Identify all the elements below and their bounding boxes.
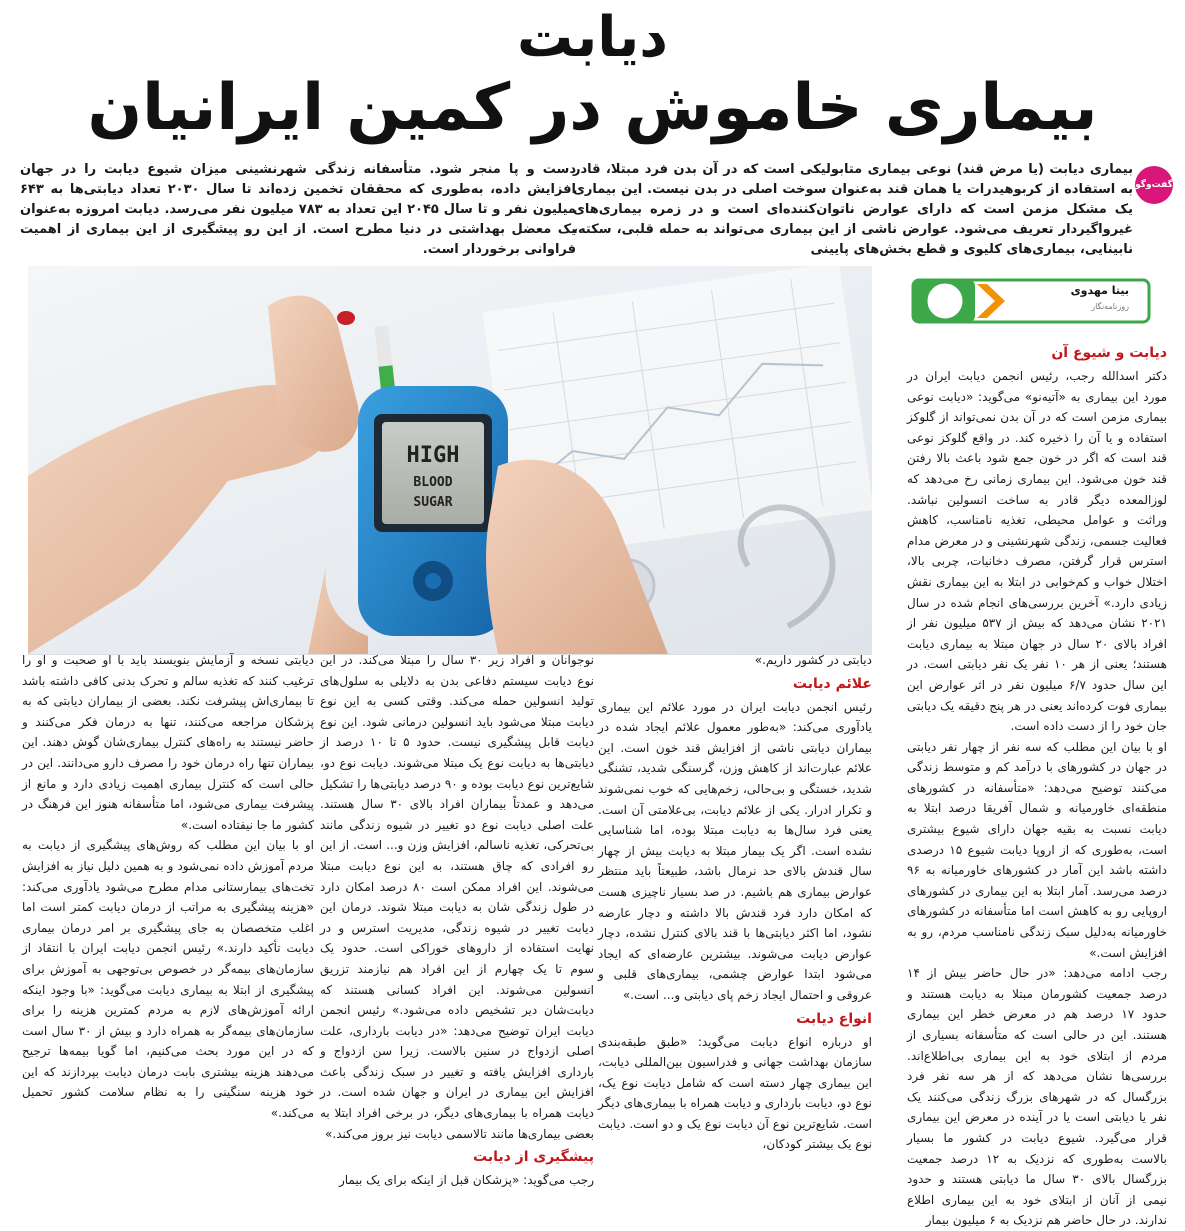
paragraph: رجب ادامه می‌دهد: «در حال حاضر بیش از ۱۴ درصد جمعیت کشورمان مبتلا به دیابت هستند و حدود ۱۷ درصد هم در معرض خطر این بیماری هستند. این در حالی است که متأسفانه بسیاری از مردم از ابتلای خود به این بیماری بی‌اطلاع‌اند. بررسی‌ها نشان می‌دهد که از هر سه نفر فرد بزرگسال که در شهرهای بزرگ زندگی می‌کنند یک نفر یا دیابتی است یا در آینده در معرض این بیماری قرار می‌گیرد. شیوع دیابت در کشور ما بسیار بالاست به‌طوری که نزدیک به ۱۲ درصد جمعیت بزرگسال بالای ۳۰ سال ما دیابتی هستند و حدود نیمی از آنان از ابتلای خود به این بیماری اطلاع ندارند. در حال حاضر هم نزدیک به ۶ میلیون بیمار — [907, 966, 1167, 1228]
paragraph: نوجوانان و افراد زیر ۳۰ سال را مبتلا می‌کند. در این نوع دیابت سیستم دفاعی بدن به دلایلی به سلول‌های تولید انسولین حمله می‌کند. وقتی کسی به این نوع دیابت مبتلا می‌شود باید انسولین درمانی شود. این نوع دیابت قابل پیشگیری نیست. حدود ۵ تا ۱۰ درصد از دیابتی‌ها به دیابت نوع یک مبتلا می‌شوند. دیابت نوع دو، شایع‌ترین نوع دیابت بوده و ۹۰ درصد دیابتی‌ها را تشکیل می‌دهد و عمدتاً بیماران افراد بالای ۳۰ سال هستند. علت اصلی دیابت نوع دو تغییر در شیوه زندگی مانند بی‌تحرکی، تغذیه ناسالم، افزایش وزن و... است. از این رو افرادی که چاق هستند، به این نوع دیابت مبتلا می‌شوند. این افراد ممکن است ۸۰ درصد امکان دارد در طول زندگی شان به دیابت مبتلا شوند. درمان این دیابت تغییر در شیوه زندگی، مدیریت استرس و در نهایت استفاده از داروهای خوراکی است. حدود یک سوم تا یک چهارم از این افراد هم نیازمند تزریق انسولین می‌شوند. این افراد کسانی هستند که دیابت‌شان دیر تشخیص داده می‌شود.» رئیس انجمن دیابت ایران توضیح می‌دهد: «در دیابت بارداری، علت اصلی ازدواج در سنین بالاست. زیرا سن ازدواج و بارداری افزایش یافته و تغییر در سبک زندگی باعث افزایش این بیماری در ایران و جهان شده است. در دیابت همراه با بیماری‌های دیگر، در برخی افراد ابتلا به بعضی بیماری‌ها مانند تالاسمی دیابت نیز بروز می‌کند.» — [320, 653, 594, 1141]
meter-screen-line3: SUGAR — [413, 495, 453, 510]
column-4 — [22, 650, 314, 1124]
column-2 — [598, 650, 872, 1155]
paragraph: دیابتی نسخه و آزمایش بنویسند باید با او صحبت و او را ترغیب کنند که تغذیه سالم و تحرک بدنی کافی داشته باشد تا بیماری‌اش پیشرفت نکند. بعضی از بیماران دیابتی که به پزشکان مراجعه می‌کنند، تنها به درمان فکر می‌کنند و حاضر نیستند به راه‌های کنترل بیماری‌شان گوش دهند. این بیماران تنها راه درمان خود را مصرف دارو می‌دانند. این در حالی است که کنترل بیماری اهمیت زیادی دارد و مانع از پیشرفت بیماری می‌شود، اما متأسفانه هنوز این فرهنگ در کشور ما جا نیفتاده است.» — [22, 653, 314, 832]
photo-illustration — [28, 266, 872, 654]
section-heading-prevalence: دیابت و شیوع آن — [1051, 345, 1167, 361]
paragraph: او درباره انواع دیابت می‌گوید: «طبق طبقه‌بندی سازمان بهداشت جهانی و فدراسیون بین‌المللی دیابت، این بیماری چهار دسته است که شامل دیابت نوع یک، نوع دو، دیابت بارداری و دیابت همراه با بیماری‌های دیگر است. شایع‌ترین نوع آن دیابت نوع یک و دو است. دیابت نوع یک بیشتر کودکان، — [598, 1034, 872, 1152]
interview-badge: گفت‌وگو — [1135, 166, 1173, 204]
glucose-meter-photo — [28, 266, 872, 655]
author-name: بیتا مهدوی — [1070, 284, 1129, 297]
author-tag — [907, 276, 1155, 326]
headline-title: بیماری خاموش در کمین ایرانیان — [87, 71, 1098, 145]
section-heading-symptoms: علائم دیابت — [792, 675, 872, 692]
meter-screen-line1: HIGH — [406, 443, 460, 468]
lead-paragraph-right: بیماری دیابت (یا مرض قند) نوعی بیماری متابولیکی است که در آن بدن فرد مبتلا، قادر به استفاده از کربوهیدرات یا همان قند به‌عنوان سوخت اصلی در بدن نیست. این بیماری یک مشکل مزمن است که دارای عوارض ناتوان‌کننده‌ای است و در زمره بیماری‌های غیرواگیردار تعریف می‌شود. عوارض ناشی از این بیماری می‌تواند به حمله قلبی، سکته، نابینایی، بیماری‌های کلیوی و قطع بخش‌های پایینی — [573, 162, 1133, 257]
paragraph: دیابتی در کشور داریم.» — [754, 653, 872, 667]
column-3 — [320, 650, 594, 1191]
paragraph: دکتر اسدالله رجب، رئیس انجمن دیابت ایران در مورد این بیماری به «آتیه‌نو» می‌گوید: «دیابت نوعی بیماری مزمن است که در آن بدن نمی‌تواند از گلوکز استفاده و یا آن را ذخیره کند. در واقع گلوکز نوعی قند است که اگر در خون جمع شود باعث بالا رفتن قند خون می‌شود. این بیماری زمانی رخ می‌دهد که لوزالمعده دیگر قادر به ساخت انسولین نباشد. وراثت و عوامل محیطی، تغذیه نامناسب، کاهش فعالیت جسمی، زندگی شهرنشینی و در معرض مدام استرس قرار گرفتن، مصرف دخانیات، چربی بالا، اختلال خواب و کم‌خوابی در ابتلا به این بیماری نقش زیادی دارد.» آخرین بررسی‌های انجام شده در سال ۲۰۲۱ نشان می‌دهد که بیش از ۵۳۷ میلیون نفر از افراد بالای ۲۰ سال در جهان مبتلا به بیماری دیابت هستند؛ یعنی از هر ۱۰ نفر یک نفر دیابتی است. در این سال حدود ۶/۷ میلیون نفر در اثر عوارض این بیماری فوت کرده‌اند یعنی در هر پنج دقیقه یک دیابتی جان خود را از دست داده است. — [907, 369, 1168, 734]
paragraph: او با بیان این مطلب که روش‌های پیشگیری از دیابت به مردم آموزش داده نمی‌شود و به همین دلیل نیاز به افزایش تخت‌های بیمارستانی مدام مطرح می‌شود یادآوری می‌کند: «هزینه پیشگیری به مراتب از درمان دیابت کمتر است اما اغلب متخصصان به جای پیشگیری بر امر درمان بیماری دیابت تأکید دارند.» رئیس انجمن دیابت ایران با انتقاد از سازمان‌های بیمه‌گر در خصوص بی‌توجهی به آموزش برای پیشگیری از ابتلا به بیماری دیابت می‌گوید: «با وجود اینکه ارائه آموزش‌های لازم به مردم کمترین هزینه را برای سازمان‌های بیمه‌گر به همراه دارد و بیش از ۳۰ سال است که در این مورد بحث می‌کنیم، اما گویا بیمه‌ها ترجیح می‌دهند هزینه بیشتری بابت درمان دیابت بپردازند که این خود هزینه سنگینی را به نظام سلامت کشور تحمیل می‌کند.» — [22, 838, 314, 1121]
author-role: روزنامه‌نگار — [1091, 302, 1129, 311]
paragraph: رجب می‌گوید: «پزشکان قبل از اینکه برای یک بیمار — [338, 1173, 594, 1188]
lead-paragraph-left: دست و پا منجر شود. متأسفانه زندگی شهرنشینی میزان شیوع دیابت را در جهان افزایش داده، به‌طوری که محققان تخمین زده‌اند تا سال ۲۰۳۰ تعداد دیابتی‌ها به ۶۴۳ میلیون نفر و تا سال ۲۰۴۵ این تعداد به ۷۸۳ میلیون نفر می‌رسد. دیابت امروزه به‌عنوان یک معضل بهداشتی در دنیا مطرح است. از این رو پیشگیری از این بیماری از اهمیت فراوانی برخوردار است. — [20, 162, 576, 257]
column-1 — [907, 340, 1167, 1231]
paragraph: او با بیان این مطلب که سه نفر از چهار نفر دیابتی در جهان در کشورهای با درآمد کم و متوسط زندگی می‌کنند توضیح می‌دهد: «متأسفانه در کشورهای منطقه‌ای خاورمیانه و شمال آفریقا درصد ابتلا به دیابت نسبت به بقیه جهان دارای شیوع بیشتری است، به‌طوری که از اروپا دیابت شیوع ۱۵ درصدی داشته باشد این آمار در کشورهای خاورمیانه به ۹۶ درصد می‌رسد. آمار ابتلا به این بیماری در کشورهای اروپایی رو به کاهش است اما متأسفانه در کشورهای خاورمیانه به‌دلیل سبک زندگی نامناسب مردم، رو به افزایش است.» — [907, 739, 1167, 960]
section-heading-prevention: پیشگیری از دیابت — [473, 1149, 594, 1166]
headline-kicker: دیابت — [516, 5, 669, 70]
paragraph: رئیس انجمن دیابت ایران در مورد علائم این بیماری یادآوری می‌کند: «به‌طور معمول علائم ایجاد شده در بیماران دیابتی ناشی از افزایش قند خون است. این علائم عبارت‌اند از کاهش وزن، گرسنگی شدید، تشنگی شدید، خستگی و بی‌حالی، زخم‌هایی که خوب نمی‌شوند و تکرار ادرار. یکی از علائم دیابت، بی‌علامتی آن است. یعنی فرد سال‌ها به دیابت مبتلا بوده، اما شناسایی نشده است. اگر یک بیمار مبتلا به دیابت بیش از چهار سال قندش بالای حد نرمال باشد، طبیعتاً باید منتظر عوارض بیماری هم باشیم. در صد بسیار ناچیزی هست که امکان دارد فرد قندش بالا داشته و دچار عارضه نشود، اما اکثر دیابتی‌ها با قند بالای کنترل نشده، دچار عوارض دیابت می‌شوند. بیشترین عارضه‌ای که ایجاد می‌شود ابتدا عوارض چشمی، بیماری‌های قلبی و عروقی و احتمال ایجاد زخم پای دیابتی و... است.» — [598, 699, 872, 1002]
meter-screen-line2: BLOOD — [413, 475, 453, 490]
section-heading-types: انواع دیابت — [796, 1010, 872, 1027]
